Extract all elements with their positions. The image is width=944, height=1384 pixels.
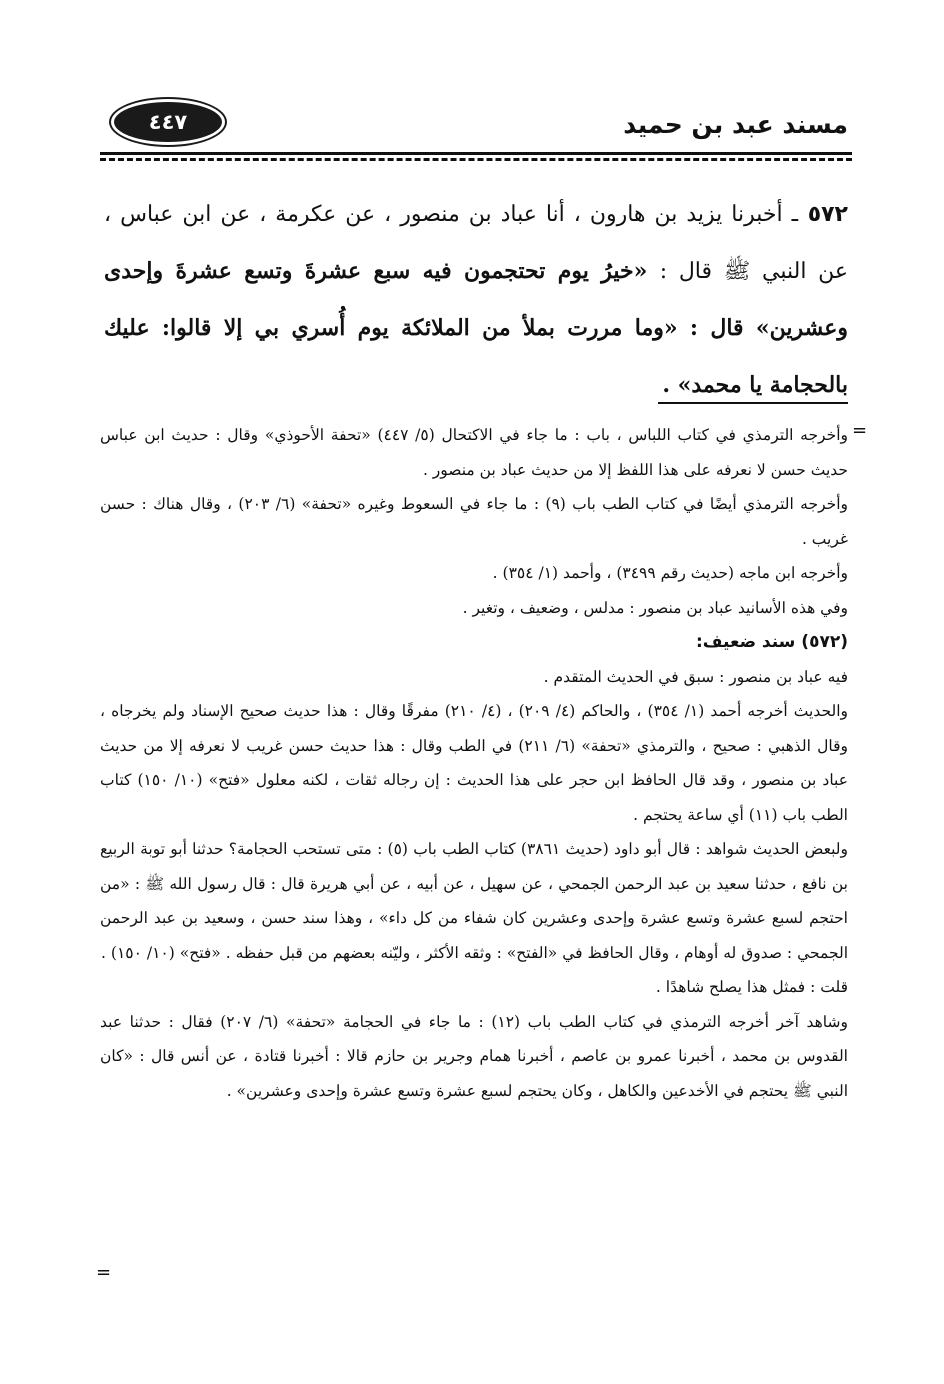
hadith-isnad: ـ أخبرنا يزيد بن هارون ، أنا عباد بن منصور ، عن عكرمة ، عن ابن عباس ، عن النبي ﷺ قال :: [104, 202, 848, 284]
footnote-heading: (٥٧٢) سند ضعيف:: [695, 632, 848, 652]
footnotes: [100, 418, 848, 1108]
footnote-paragraph: وشاهد آخر أخرجه الترمذي في كتاب الطب باب (١٢) : ما جاء في الحجامة «تحفة» (٦/ ٢٠٧) فقال : حدثنا عبد القدوس بن محمد ، أخبرنا عمرو بن عاصم ، أخبرنا همام وجرير بن حازم قالا : أخبرنا قتادة ، عن أنس قال : «كان النبي ﷺ يحتجم في الأخدعين والكاهل ، وكان يحتجم لسبع عشرة وتسع عشرة وإحدى وعشرين» .: [100, 1012, 848, 1100]
hadith-number: ٥٧٢: [807, 202, 848, 227]
footnote-paragraph: قلت : فمثل هذا يصلح شاهدًا .: [655, 978, 848, 996]
footnote-paragraph: ولبعض الحديث شواهد : قال أبو داود (حديث ٣٨٦١) كتاب الطب باب (٥) : متى تستحب الحجامة؟ حدثنا أبو توبة الربيع بن نافع ، حدثنا سعيد بن عبد الرحمن الجمحي ، عن سهيل ، عن أبيه ، عن أبي هريرة قال : قال رسول الله ﷺ : «من احتجم لسبع عشرة وتسع عشرة وإحدى وعشرين كان شفاء من كل داء» ، وهذا سند حسن ، وسعيد بن عبد الرحمن الجمحي : صدوق له أوهام ، وقال الحافظ في «الفتح» : وثقه الأكثر ، وليّنه بعضهم من قبل حفظه . «فتح» (١٠/ ١٥٠) .: [100, 840, 848, 962]
footnote-paragraph: وأخرجه الترمذي أيضًا في كتاب الطب باب (٩) : ما جاء في السعوط وغيره «تحفة» (٦/ ٢٠٣) ، وقال هناك : حسن غريب .: [100, 495, 848, 548]
page-header: [100, 98, 852, 160]
continuation-mark-bottom: =: [96, 1262, 112, 1283]
page-number-badge: ٤٤٧: [114, 102, 222, 142]
header-dashed-rule: [100, 158, 852, 161]
footnote-paragraph: وفي هذه الأسانيد عباد بن منصور : مدلس ، وضعيف ، وتغير .: [462, 598, 848, 617]
header-rule: [100, 152, 852, 155]
footnote-paragraph: فيه عباد بن منصور : سبق في الحديث المتقدم .: [543, 667, 848, 686]
hadith-text: [104, 186, 848, 414]
book-title: مسند عبد بن حميد: [623, 110, 848, 139]
continuation-mark-top: =: [852, 420, 868, 441]
footnote-paragraph: وأخرجه ابن ماجه (حديث رقم ٣٤٩٩) ، وأحمد (١/ ٣٥٤) .: [492, 564, 848, 582]
footnote-separator: [658, 402, 848, 404]
hadith-matn: «خيرُ يوم تحتجمون فيه سبع عشرةَ وتسع عشرةَ وإحدى وعشرين» قال : «وما مررت بملأ من الملائكة يوم أُسري بي إلا قالوا: عليك بالحجامة يا محمد» .: [104, 258, 848, 398]
footnote-paragraph: والحديث أخرجه أحمد (١/ ٣٥٤) ، والحاكم (٤/ ٢٠٩) ، (٤/ ٢١٠) مفرقًا وقال : هذا حديث صحيح الإسناد ولم يخرجاه ، وقال الذهبي : صحيح ، والترمذي «تحفة» (٦/ ٢١١) في الطب وقال : هذا حديث حسن غريب لا نعرفه إلا من حديث عباد بن منصور ، وقد قال الحافظ ابن حجر على هذا الحديث : إن رجاله ثقات ، لكنه معلول «فتح» (١٠/ ١٥٠) كتاب الطب باب (١١) أي ساعة يحتجم .: [100, 702, 848, 824]
footnote-paragraph: وأخرجه الترمذي في كتاب اللباس ، باب : ما جاء في الاكتحال (٥/ ٤٤٧) «تحفة الأحوذي» وقال : حديث ابن عباس حديث حسن لا نعرفه على هذا اللفظ إلا من حديث عباد بن منصور .: [100, 426, 848, 479]
